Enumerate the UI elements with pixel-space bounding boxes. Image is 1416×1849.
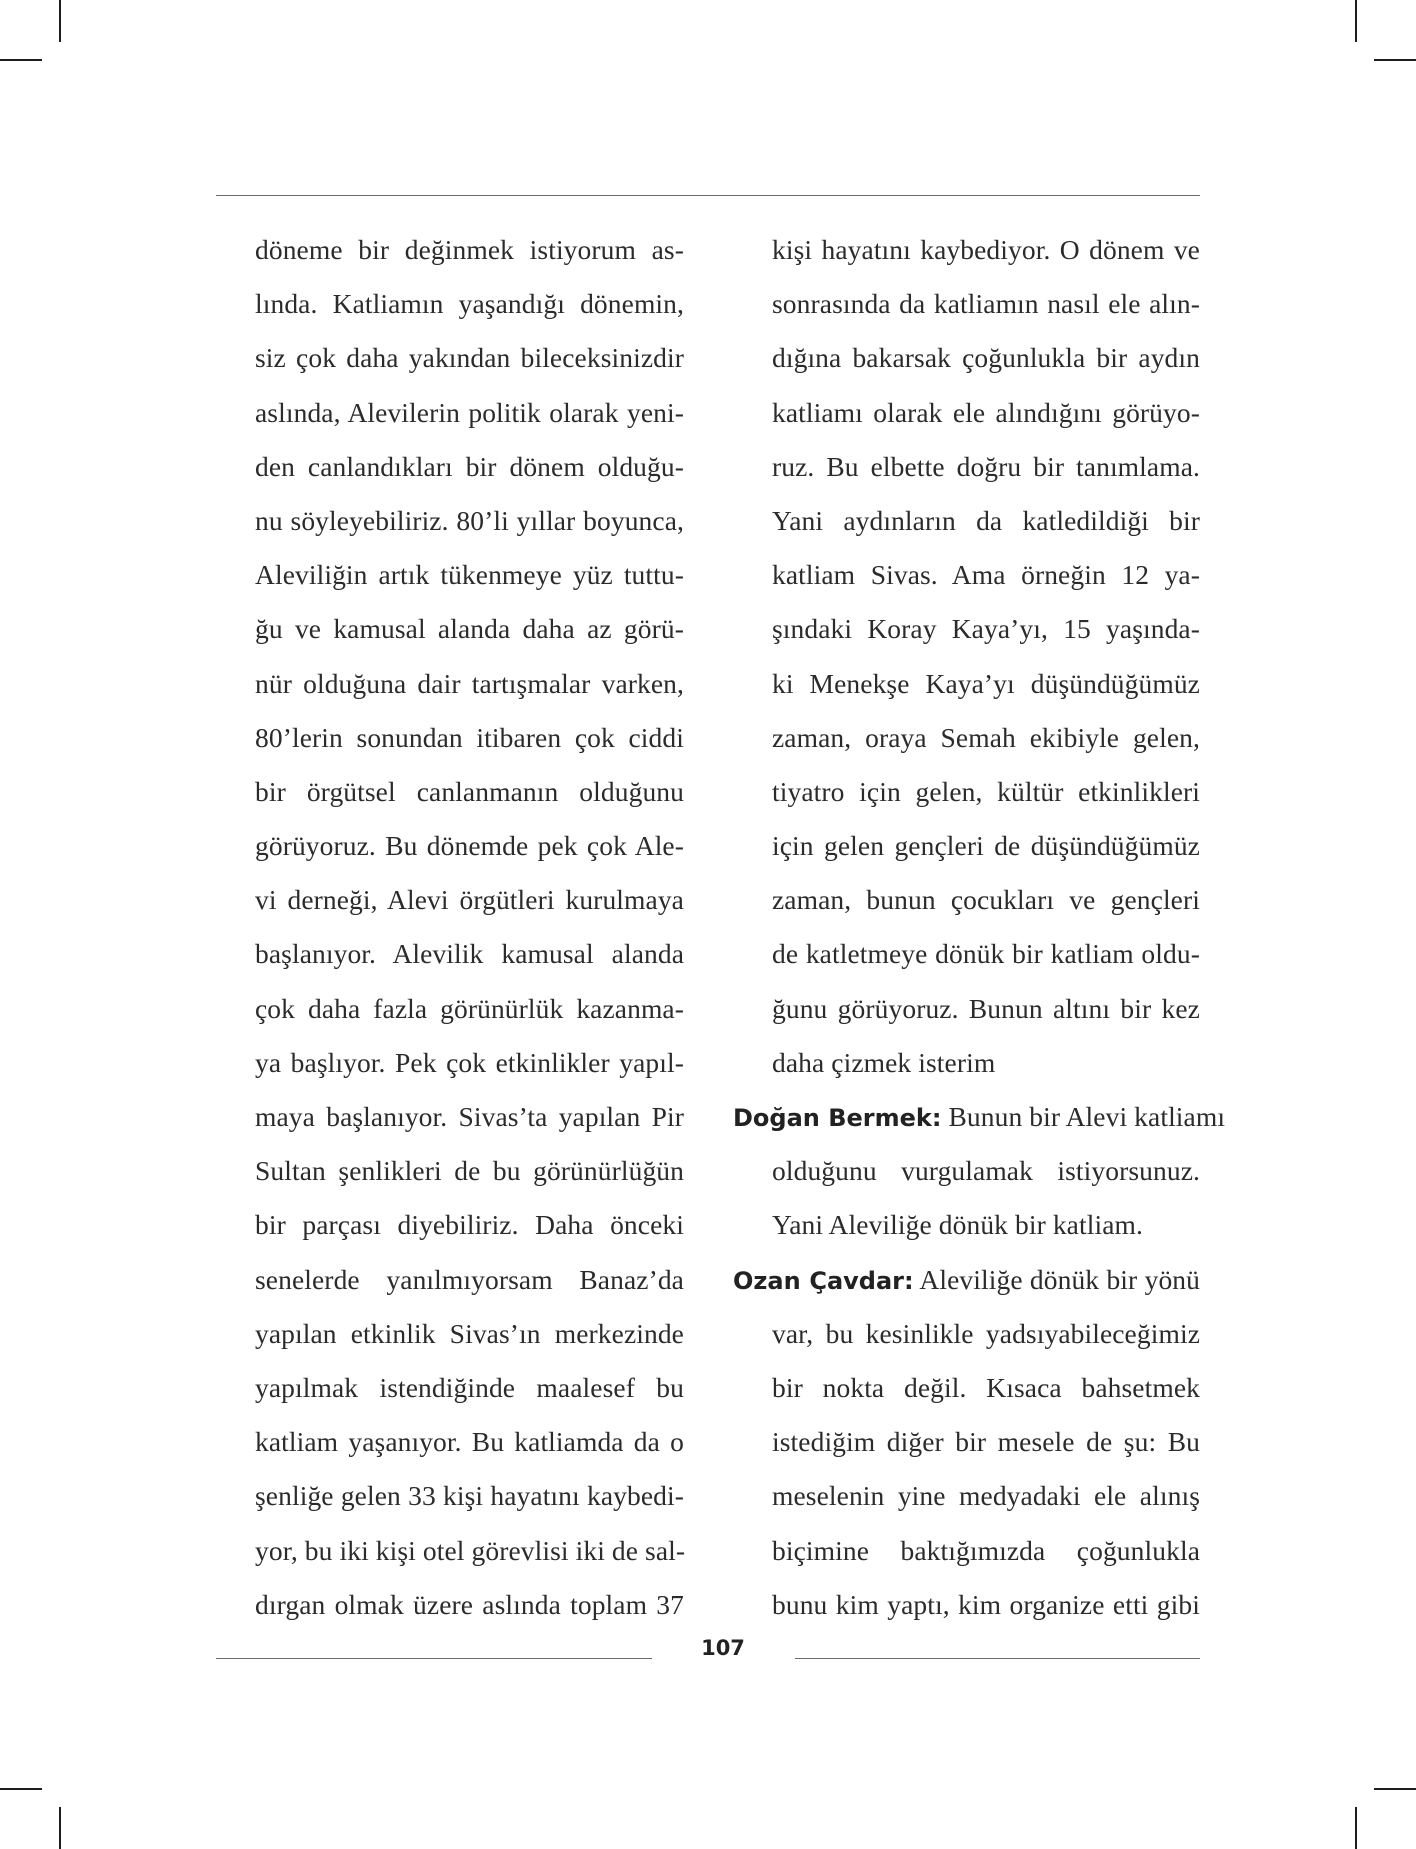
speaker-colon: :: [904, 1266, 914, 1295]
text-line: başlanıyor. Alevilik kamusal alanda: [255, 938, 684, 970]
text-line: katliam yaşanıyor. Bu katliamda da o: [255, 1426, 684, 1458]
text-line: senelerde yanılmıyorsam Banaz’da: [255, 1263, 684, 1295]
text-line: dırgan olmak üzere aslında toplam 37: [255, 1588, 684, 1620]
text-line: istediğim diğer bir mesele de şu: Bu: [772, 1426, 1200, 1458]
crop-mark: [0, 1788, 42, 1790]
text-line: yapılan etkinlik Sivas’ın merkezinde: [255, 1317, 684, 1349]
text-line: yapılmak istendiğinde maalesef bu: [255, 1371, 684, 1403]
crop-mark: [0, 59, 42, 61]
text-line: daha çizmek isterim: [772, 1046, 996, 1078]
left-column: [255, 223, 684, 1632]
right-column: [733, 223, 1226, 1632]
text-line: ki Menekşe Kaya’yı düşündüğümüz: [772, 667, 1200, 699]
text-line: Yani Aleviliğe dönük bir katliam.: [772, 1209, 1143, 1241]
footer-rule-left: [216, 1658, 652, 1659]
text-line: lında. Katliamın yaşandığı dönemin,: [255, 288, 684, 320]
text-line: tiyatro için gelen, kültür etkinlikleri: [772, 775, 1200, 807]
text-line: nür olduğuna dair tartışmalar varken,: [255, 667, 684, 699]
text-line: sonrasında da katliamın nasıl ele alın-: [772, 288, 1200, 320]
text-line: için gelen gençleri de düşündüğümüz: [772, 830, 1200, 862]
crop-mark: [59, 0, 61, 42]
text-line: görüyoruz. Bu dönemde pek çok Ale-: [255, 830, 684, 862]
crop-mark: [1355, 0, 1357, 42]
crop-mark: [1374, 59, 1416, 61]
text-line: maya başlanıyor. Sivas’ta yapılan Pir: [255, 1101, 684, 1132]
text-line: aslında, Alevilerin politik olarak yeni-: [255, 396, 684, 428]
text-line: olduğunu vurgulamak istiyorsunuz.: [772, 1155, 1200, 1187]
text-line: döneme bir değinmek istiyorum as-: [255, 234, 684, 265]
text-line: yor, bu iki kişi otel görevlisi iki de sal-: [255, 1534, 686, 1566]
text-line: ruz. Bu elbette doğru bir tanımlama.: [772, 450, 1200, 482]
text-line: 80’lerin sonundan itibaren çok ciddi: [255, 721, 684, 753]
speaker-turn-first-line: [733, 1090, 1226, 1144]
text-line: çok daha fazla görünürlük kazanma-: [255, 992, 684, 1024]
crop-mark: [1374, 1788, 1416, 1790]
text-line: var, bu kesinlikle yadsıyabileceğimiz: [772, 1317, 1200, 1349]
footer-rule-right: [795, 1658, 1200, 1659]
text-line: Aleviliğin artık tükenmeye yüz tuttu-: [255, 559, 684, 591]
crop-mark: [1355, 1807, 1357, 1849]
crop-mark: [59, 1807, 61, 1849]
text-line: zaman, bunun çocukları ve gençleri: [772, 884, 1200, 916]
text-line: zaman, oraya Semah ekibiyle gelen,: [772, 721, 1200, 753]
speaker-name: Ozan Çavdar: [733, 1266, 904, 1295]
text-line: ğu ve kamusal alanda daha az görü-: [255, 613, 684, 645]
text-line: kişi hayatını kaybediyor. O dönem ve: [772, 234, 1200, 265]
text-line: ya başlıyor. Pek çok etkinlikler yapıl-: [255, 1046, 684, 1078]
text-line: de katletmeye dönük bir katliam oldu-: [772, 938, 1200, 970]
speaker-colon: :: [931, 1104, 942, 1132]
text-line: Sultan şenlikleri de bu görünürlüğün: [255, 1155, 684, 1187]
text-line: bunu kim yaptı, kim organize etti gibi: [772, 1588, 1200, 1620]
text-line: katliamı olarak ele alındığını görüyo-: [772, 396, 1200, 428]
text-line: şındaki Koray Kaya’yı, 15 yaşında-: [772, 613, 1200, 645]
text-line: siz çok daha yakından bileceksinizdir: [255, 342, 684, 374]
header-rule: [216, 195, 1200, 196]
text-line: biçimine baktığımızda çoğunlukla: [772, 1534, 1200, 1566]
text-line: vi derneği, Alevi örgütleri kurulmaya: [255, 884, 684, 916]
text-line: katliam Sivas. Ama örneğin 12 ya-: [772, 559, 1200, 591]
text-line: dığına bakarsak çoğunlukla bir aydın: [772, 342, 1200, 374]
text-line: ğunu görüyoruz. Bunun altını bir kez: [772, 992, 1200, 1024]
text-line: bir nokta değil. Kısaca bahsetmek: [772, 1371, 1200, 1403]
page-number: 107: [701, 1636, 745, 1660]
text-line: meselenin yine medyadaki ele alınış: [772, 1480, 1200, 1512]
text-line: bir parçası diyebiliriz. Daha önceki: [255, 1209, 684, 1241]
speaker-text: Bunun bir Alevi katliamı: [941, 1101, 1226, 1132]
text-line: bir örgütsel canlanmanın olduğunu: [255, 775, 684, 807]
speaker-turn-first-line: [733, 1253, 1200, 1307]
text-line: Yani aydınların da katledildiği bir: [772, 504, 1200, 536]
speaker-text: Aleviliğe dönük bir yönü: [913, 1263, 1200, 1295]
text-line: şenliğe gelen 33 kişi hayatını kaybedi-: [255, 1480, 684, 1512]
text-line: den canlandıkları bir dönem olduğu-: [255, 450, 684, 482]
speaker-name: Doğan Bermek: [733, 1104, 932, 1132]
text-line: nu söyleyebiliriz. 80’li yıllar boyunca,: [255, 504, 684, 536]
